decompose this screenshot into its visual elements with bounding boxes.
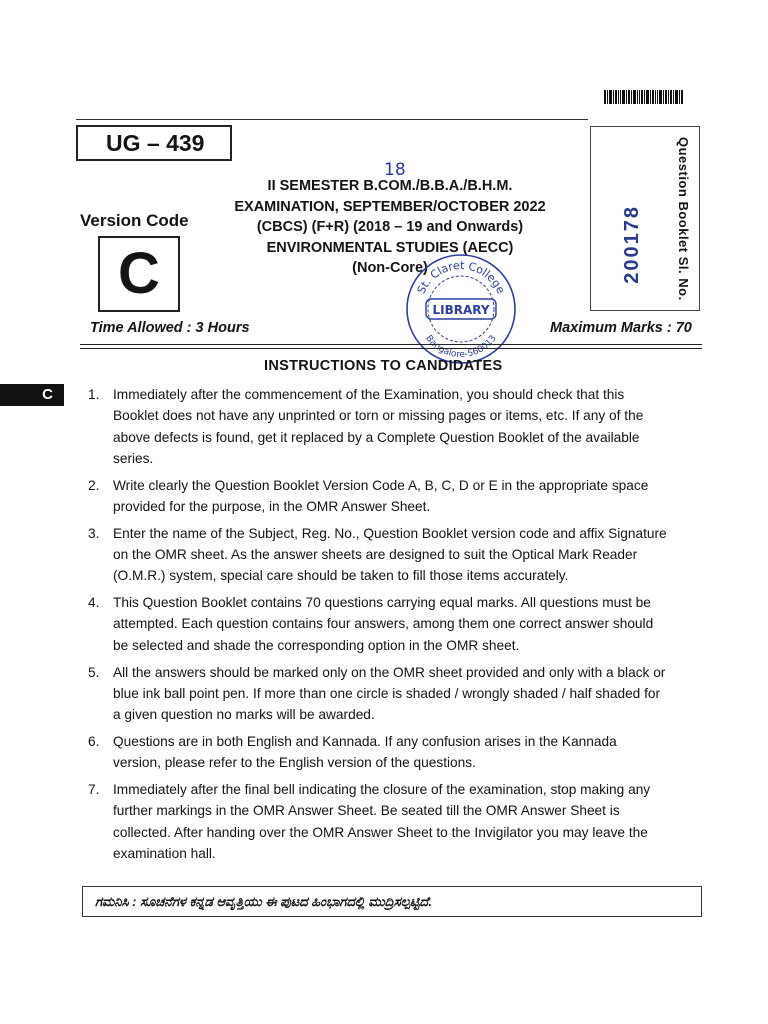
instruction-text: Immediately after the final bell indicating the closure of the examination, stop making any further markings in the OMR Answer Sheet. Be seated till the OMR Answer Sheet is collected. After handing over the OMR Answer Sheet to the Invigilator you may leave the examination hall. [113, 782, 651, 861]
version-code-box: C [98, 236, 180, 312]
serial-label: Question Booklet Sl. No. [676, 137, 691, 301]
version-side-tab: C [0, 384, 64, 406]
title-line-3: (CBCS) (F+R) (2018 – 19 and Onwards) [256, 219, 524, 235]
instruction-item [88, 779, 668, 864]
instruction-text: Enter the name of the Subject, Reg. No., Question Booklet version code and affix Signature on the OMR sheet. As the answer sheets are designed to suit the Optical Mark Reader (O.M.R.) system, special care should be taken to fill those items accurately. [113, 525, 667, 584]
title-line-1: II SEMESTER B.COM./B.B.A./B.H.M. [267, 178, 513, 194]
paper-code: UG – 439 [76, 125, 232, 161]
instruction-number: 3. [88, 525, 100, 541]
kannada-note: ಗಮನಿಸಿ : ಸೂಚನೆಗಳ ಕನ್ನಡ ಆವೃತ್ತಿಯು ಈ ಪುಟದ ಹಿಂಭಾಗದಲ್ಲಿ ಮುದ್ರಿಸಲ್ಪಟ್ಟಿದೆ. [82, 886, 702, 917]
title-line-5: (Non-Core) [352, 260, 428, 276]
stamp-top-text: St. Claret College [414, 258, 508, 296]
instruction-number: 2. [88, 477, 100, 493]
serial-number: 200178 [621, 205, 643, 284]
instruction-number: 4. [88, 595, 100, 611]
title-line-2: EXAMINATION, SEPTEMBER/OCTOBER 2022 [234, 198, 546, 215]
instructions-list [88, 384, 668, 870]
instruction-text: Immediately after the commencement of the Examination, you should check that this Booklet does not have any unprinted or torn or missing pages or items, etc. If any of the above defects is found, get it replaced by a Complete Question Booklet of the available series. [113, 387, 644, 466]
instruction-number: 1. [88, 387, 100, 402]
instructions-heading: INSTRUCTIONS TO CANDIDATES [264, 358, 503, 374]
instruction-item [88, 475, 668, 518]
instruction-item [88, 523, 668, 587]
instruction-item [88, 662, 668, 726]
instruction-item [88, 384, 668, 469]
instruction-text: This Question Booklet contains 70 questions carrying equal marks. All questions must be attempted. Each question contains four answers, among them one correct answer should be selected and shade the corresponding option in the OMR sheet. [113, 595, 654, 653]
serial-number-box [590, 126, 700, 311]
exam-title [200, 176, 580, 279]
version-code-label: Version Code [80, 211, 189, 230]
instruction-item [88, 731, 668, 774]
instruction-number: 5. [88, 664, 100, 680]
instruction-number: 6. [88, 733, 100, 749]
header-divider [80, 344, 702, 349]
handwritten-mark: 18 [384, 160, 406, 180]
instruction-text: Questions are in both English and Kannada. If any confusion arises in the Kannada version, please refer to the English version of the questions. [113, 733, 617, 771]
top-divider [76, 119, 588, 120]
instruction-text: All the answers should be marked only on the OMR sheet provided and only with a black or blue ink ball point pen. If more than one circle is shaded / wrongly shaded / half shaded for a given question no marks will be awarded. [113, 664, 666, 723]
instruction-item [88, 592, 668, 656]
maximum-marks: Maximum Marks : 70 [550, 320, 692, 336]
stamp-center-text: LIBRARY [432, 303, 490, 317]
instruction-text: Write clearly the Question Booklet Version Code A, B, C, D or E in the appropriate space provided for the purpose, in the OMR Answer Sheet. [113, 477, 649, 514]
time-allowed: Time Allowed : 3 Hours [90, 320, 250, 336]
title-line-4: ENVIRONMENTAL STUDIES (AECC) [266, 239, 514, 256]
stamp-bottom-text: Bangalore-560013 [423, 333, 499, 361]
instruction-number: 7. [88, 782, 100, 798]
barcode [604, 90, 700, 104]
